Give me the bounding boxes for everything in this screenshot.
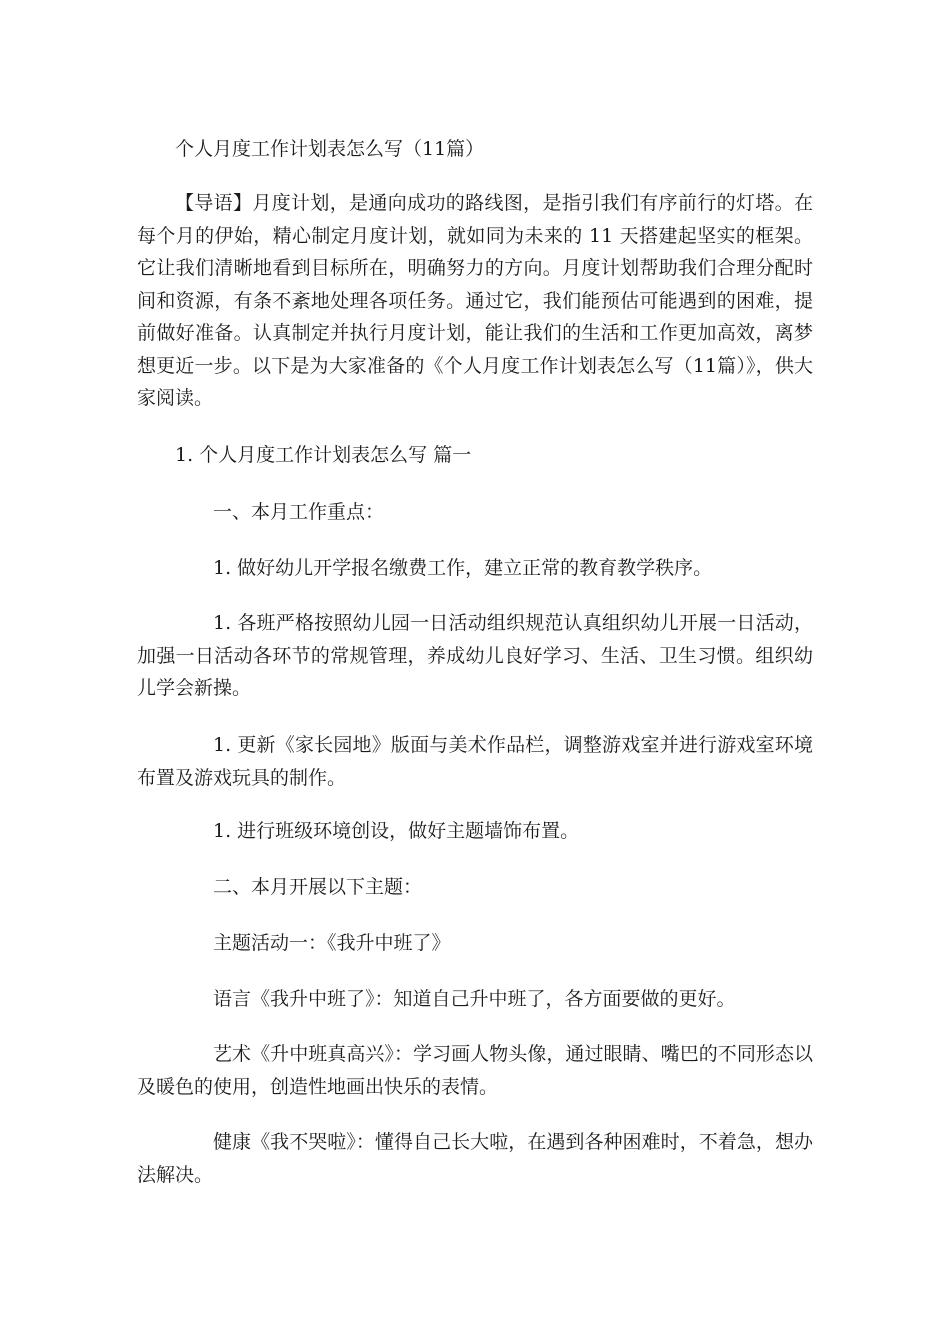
list-item-class-environment: 1. 进行班级环境创设，做好主题墙饰布置。 bbox=[213, 820, 580, 842]
list-item-parent-garden: 1. 更新《家长园地》版面与美术作品栏，调整游戏室并进行游戏室环境布置及游戏玩具的制作。 bbox=[137, 734, 813, 789]
list-item-daily-activities: 1. 各班严格按照幼儿园一日活动组织规范认真组织幼儿开展一日活动，加强一日活动各环节的常规管理，养成幼儿良好学习、生活、卫生习惯。组织幼儿学会新操。 bbox=[137, 612, 813, 699]
intro-paragraph: 【导语】月度计划，是通向成功的路线图，是指引我们有序前行的灯塔。在每个月的伊始，精心制定月度计划，就如同为未来的 11 天搭建起坚实的框架。它让我们清晰地看到目标所在，明确努力的方向。月度计划帮助我们合理分配时间和资源，有条不紊地处理各项任务。通过它，我们能预估可能遇到的困难，提前做好准备。认真制定并执行月度计划，能让我们的生活和工作更加高效，离梦想更近一步。以下是为大家准备的《个人月度工作计划表怎么写（11篇）》，供大家阅读。 bbox=[137, 192, 813, 409]
document-title: 个人月度工作计划表怎么写（11篇） bbox=[175, 138, 485, 160]
activity-health: 健康《我不哭啦》：懂得自己长大啦，在遇到各种困难时，不着急，想办法解决。 bbox=[137, 1131, 813, 1186]
part-heading-focus: 一、本月工作重点： bbox=[213, 501, 385, 523]
list-item-enrollment: 1. 做好幼儿开学报名缴费工作，建立正常的教育教学秩序。 bbox=[213, 557, 713, 579]
activity-art: 艺术《升中班真高兴》：学习画人物头像，通过眼睛、嘴巴的不同形态以及暖色的使用，创造性地画出快乐的表情。 bbox=[137, 1043, 813, 1098]
part-heading-themes: 二、本月开展以下主题： bbox=[213, 876, 423, 898]
section-heading: 1. 个人月度工作计划表怎么写 篇一 bbox=[175, 444, 472, 466]
activity-language: 语言《我升中班了》：知道自己升中班了，各方面要做的更好。 bbox=[213, 988, 736, 1010]
theme-heading: 主题活动一：《我升中班了》 bbox=[213, 932, 451, 954]
